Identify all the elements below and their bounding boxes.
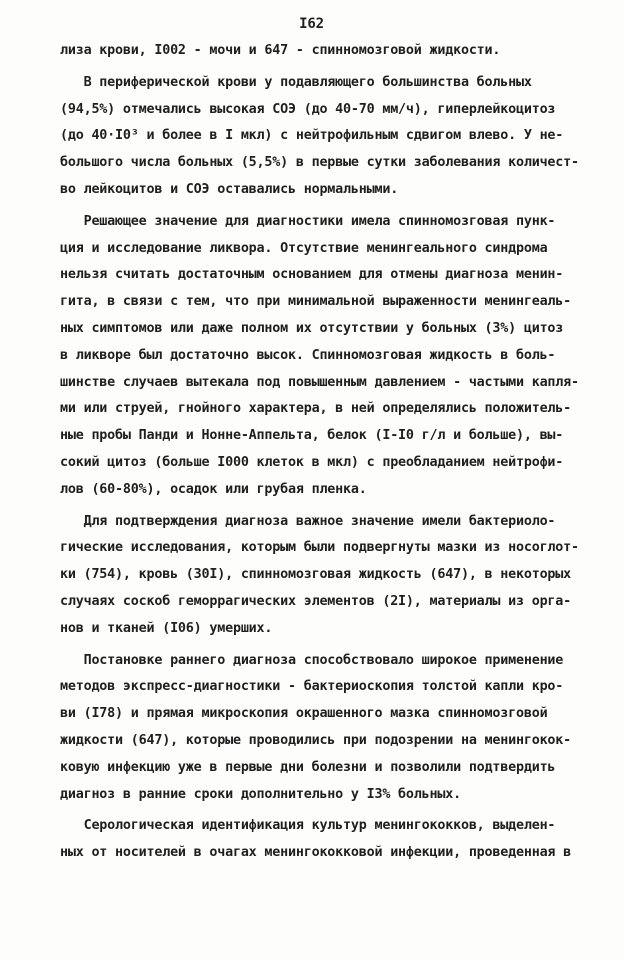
text-line: лов (60-80%), осадок или грубая пленка.	[60, 481, 367, 497]
text-line: Решающее значение для диагностики имела спинномозговая пунк-	[60, 213, 556, 229]
text-line: гита, в связи с тем, что при минимальной выраженности менингеаль-	[60, 294, 572, 310]
text-line: ки (754), кровь (30I), спинномозговая жидкость (647), в некоторых	[60, 567, 572, 583]
text-line: ви (I78) и прямая микроскопия окрашенного мазка спинномозговой	[60, 706, 548, 722]
text-line: сокий цитоз (больше I000 клеток в мкл) с преобладанием нейтрофи-	[60, 454, 564, 470]
paragraph	[60, 648, 600, 809]
text-line: ция и исследование ликвора. Отсутствие менингеального синдрома	[60, 240, 548, 256]
paragraph	[60, 209, 600, 504]
text-line: методов экспресс-диагностики - бактериоскопия толстой капли кро-	[60, 679, 564, 695]
text-line: гические исследования, которым были подвергнуты мазки из носоглот-	[60, 540, 579, 556]
paragraph	[60, 509, 600, 643]
paragraph	[60, 70, 600, 204]
text-line: Для подтверждения диагноза важное значение имели бактериоло-	[60, 513, 556, 529]
paragraph	[60, 813, 600, 867]
text-line: ных симптомов или даже полном их отсутствии у больных (3%) цитоз	[60, 320, 564, 336]
text-line: диагноз в ранние сроки дополнительно у I3% больных.	[60, 786, 461, 802]
paragraph	[60, 38, 600, 65]
text-line: шинстве случаев вытекала под повышенным давлением - частыми капля-	[60, 374, 579, 390]
text-line: жидкости (647), которые проводились при подозрении на менингокок-	[60, 732, 572, 748]
page-number: I62	[299, 16, 324, 32]
text-line: ных от носителей в очагах менингококковой инфекции, проведенная в	[60, 845, 572, 861]
text-line: ковую инфекцию уже в первые дни болезни и позволили подтвердить	[60, 759, 556, 775]
text-line: (до 40·I0³ и более в I мкл) с нейтрофильным сдвигом влево. У не-	[60, 128, 564, 144]
text-line: лиза крови, I002 - мочи и 647 - спинномозговой жидкости.	[60, 43, 501, 58]
text-line: во лейкоцитов и СОЭ оставались нормальными.	[60, 181, 399, 197]
text-line: нельзя считать достаточным основанием для отмены диагноза менин-	[60, 267, 564, 283]
text-line: Серологическая идентификация культур менингококков, выделен-	[60, 818, 556, 834]
text-line: большого числа больных (5,5%) в первые сутки заболевания количест-	[60, 155, 579, 171]
body-text	[60, 38, 600, 867]
text-line: нов и тканей (I06) умерших.	[60, 620, 273, 636]
text-line: В периферической крови у подавляющего большинства больных	[60, 74, 532, 90]
text-line: ные пробы Панди и Нонне-Аппельта, белок (I-I0 г/л и больше), вы-	[60, 428, 564, 444]
text-line: случаях соскоб геморрагических элементов (2I), материалы из орга-	[60, 593, 572, 609]
text-line: в ликворе был достаточно высок. Спинномозговая жидкость в боль-	[60, 347, 556, 363]
text-line: (94,5%) отмечались высокая СОЭ (до 40-70 мм/ч), гиперлейкоцитоз	[60, 101, 556, 117]
text-line: ми или струей, гнойного характера, в ней определялись положитель-	[60, 401, 572, 417]
text-line: Постановке раннего диагноза способствовало широкое применение	[60, 652, 564, 668]
